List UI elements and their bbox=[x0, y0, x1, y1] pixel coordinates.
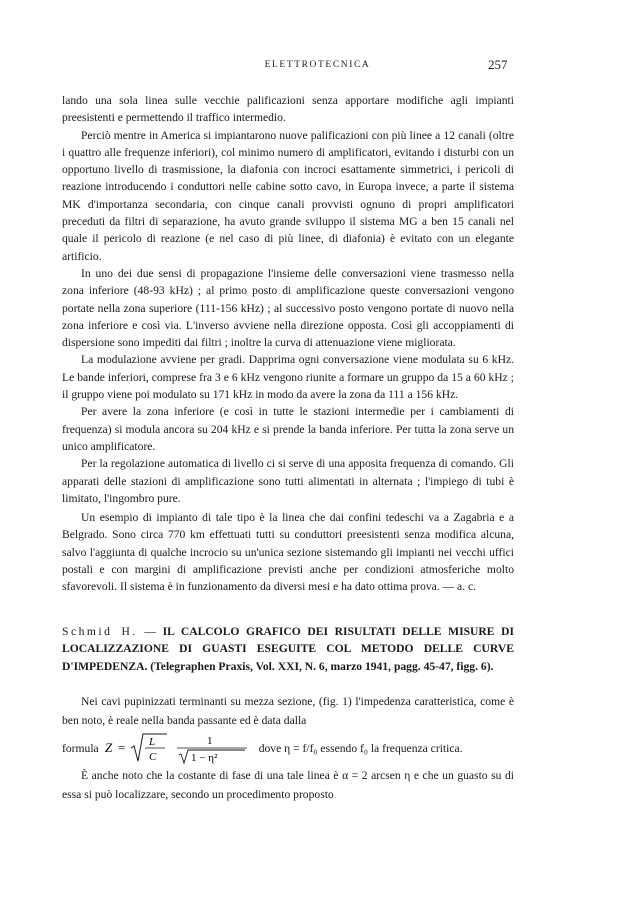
formula-label: formula bbox=[62, 741, 99, 755]
paragraph: La modulazione avviene per gradi. Dapprima ogni conversazione viene modulata su 6 kHz. Le bande inferiori, comprese fra 3 e 6 kHz vengono riunite a formare un gruppo da 15 a 60 kHz ; il gruppo viene poi modulato su 171 kHz in modo da avere la zona da 111 a 156 kHz. bbox=[62, 353, 514, 402]
review-author: Schmid H. bbox=[62, 625, 138, 638]
page-number: 257 bbox=[488, 57, 508, 72]
running-header: ELETTROTECNICA bbox=[264, 60, 371, 70]
formula-line bbox=[62, 731, 514, 765]
paragraph: In uno dei due sensi di propagazione l'insieme delle conversazioni viene trasmesso nella zona inferiore (48-93 kHz) ; al primo posto di amplificazione queste conversazioni vengono portate nella zona superiore (111-156 kHz) ; al successivo posto vengono portate di nuovo nella zona inferiore e così via. L'inverso avviene nella direzione opposta. Così gli accoppiamenti di dispersione sono impediti dai filtri ; inoltre la curva di attenuazione viene migliorata. bbox=[62, 266, 514, 350]
svg-text:Z: Z bbox=[104, 740, 112, 755]
review-continuation: È anche noto che la costante di fase di una tale linea è α = 2 arcsen η e che un guasto su di essa si può localizzare, secondo un procedimento proposto bbox=[62, 769, 514, 801]
review-source: (Telegraphen Praxis, Vol. XXI, N. 6, marzo 1941, pagg. 45-47, figg. 6). bbox=[150, 659, 494, 673]
review-intro: Nei cavi pupinizzati terminanti su mezza sezione, (fig. 1) l'impedenza caratteristica, come è ben noto, è reale nella banda passante ed è data dalla bbox=[62, 695, 514, 727]
svg-text:1 − η²: 1 − η² bbox=[190, 752, 217, 764]
review-heading bbox=[62, 623, 514, 675]
formula-explanation: dove η = f/f₀ essendo f₀ la frequenza critica. bbox=[258, 741, 463, 755]
svg-text:1: 1 bbox=[206, 735, 213, 747]
impedance-formula bbox=[103, 731, 255, 765]
article-body bbox=[62, 92, 514, 596]
review-body bbox=[62, 692, 514, 804]
svg-text:L: L bbox=[148, 736, 155, 748]
paragraph: Per avere la zona inferiore (e così in tutte le stazioni intermedie per i cambiamenti di frequenza) si modula ancora su 204 kHz e si prende la banda inferiore. Per tutta la zona serve un unico amplificatore. bbox=[62, 405, 514, 453]
paragraph: Un esempio di impianto di tale tipo è la linea che dai confini tedeschi va a Zagabria e a Belgrado. Sono circa 770 km effettuati tutti su conduttori preesistenti senza modifica alcuna, salvo l'aggiunta di qualche incrocio su un'unica sezione sistemando gli impianti nei vecchi uffici postali e con margini di amplificazione previsti anche per condizioni atmosferiche molto sfavorevoli. Il sistema è in funzionamento da diversi mesi e ha dato ottima prova. — a. c. bbox=[62, 511, 514, 594]
paragraph: Perciò mentre in America si impiantarono nuove palificazioni con più linee a 12 canali (oltre i quattro alle frequenze inferiori), col minimo numero di amplificatori, evitando i disturbi con un opportuno livello di trasmissione, la diafonia con incroci esattamente simmetrici, i pericoli di reazione introducendo i conduttori nelle cabine sotto cavo, in Europa invece, a parte il sistema MK d'importanza secondaria, con cinque canali provvisti ognuno di propri amplificatori preceduti da filtri di separazione, ha avuto grande sviluppo il sistema MG a ben 15 canali nel quale il pericolo di reazione (e nel caso di più linee, di diafonia) è evitato con un elegante artificio. bbox=[62, 128, 514, 263]
review-dash: — bbox=[137, 625, 163, 638]
review-title: IL CALCOLO GRAFICO DEI RISULTATI DELLE MISURE DI LOCALIZZAZIONE DI GUASTI ESEGUITE COL METODO DELLE CURVE D'IMPEDENZA. bbox=[62, 625, 515, 673]
paragraph: lando una sola linea sulle vecchie palificazioni senza apportare modifiche agli impianti preesistenti e permettendo il traffico intermedio. bbox=[62, 94, 514, 125]
svg-text:C: C bbox=[148, 751, 157, 763]
paragraph: Per la regolazione automatica di livello ci si serve di una apposita frequenza di comando. Gli apparati delle stazioni di amplificazione sono tutti alimentati in alternata ; l'impiego di tubi è limitato, l'ingombro pure. bbox=[62, 457, 514, 505]
svg-text:=: = bbox=[117, 740, 126, 755]
